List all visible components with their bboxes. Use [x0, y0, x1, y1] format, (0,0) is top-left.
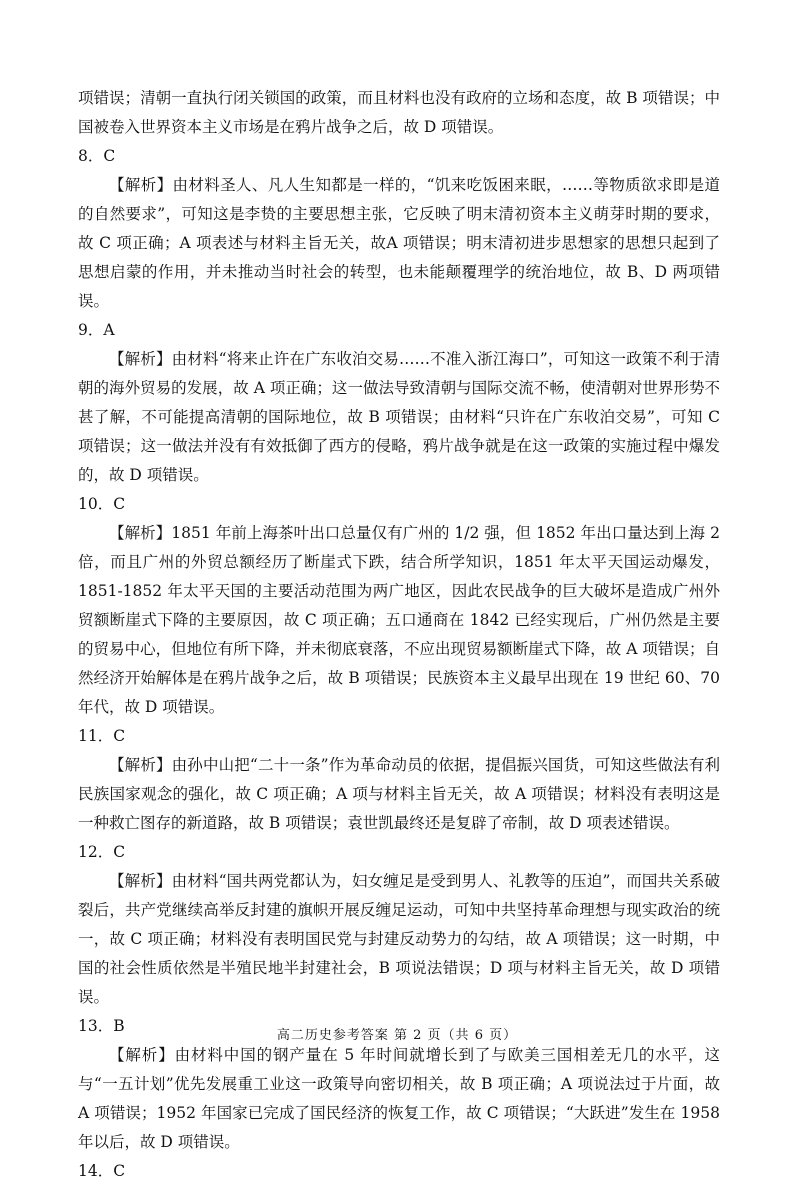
explanation-paragraph: 【解析】由材料“国共两党都认为，妇女缠足是受到男人、礼教等的压迫”，而国共关系破裂后，共产党继续高举反封建的旗帜开展反缠足运动，可知中共坚持革命理想与现实政治的统一，故 C 项正确；材料没有表明国民党与封建反动势力的勾结，故 A 项错误；这一时期，中国的社会性质依然是半殖民地半封建社会，B 项说法错误；D 项与材料主旨无关，故 D 项错误。 [78, 872, 720, 1006]
question-number: 9．A [78, 321, 115, 339]
question-number: 11．C [78, 727, 126, 745]
page-footer: 高二历史参考答案 第 2 页（共 6 页） [276, 1028, 518, 1043]
explanation-paragraph: 【解析】由材料中国的钢产量在 5 年时间就增长到了与欧美三国相差无几的水平，这与“一五计划”优先发展重工业这一政策导向密切相关，故 B 项正确；A 项说法过于片面，故 A 项错误；1952 年国家已完成了国民经济的恢复工作，故 C 项错误；“大跃进”发生在 1958 年以后，故 D 项错误。 [78, 1046, 720, 1151]
answer-content [78, 84, 720, 1186]
question-number: 8．C [78, 147, 116, 165]
explanation-paragraph: 【解析】由材料“将来止许在广东收泊交易……不准入浙江海口”，可知这一政策不利于清朝的海外贸易的发展，故 A 项正确；这一做法导致清朝与国际交流不畅，使清朝对世界形势不甚了解，不可能提高清朝的国际地位，故 B 项错误；由材料“只许在广东收泊交易”，可知 C 项错误；这一做法并没有有效抵御了西方的侵略，鸦片战争就是在这一政策的实施过程中爆发的，故 D 项错误。 [78, 350, 720, 484]
explanation-paragraph: 【解析】1851 年前上海茶叶出口总量仅有广州的 1/2 强，但 1852 年出口量达到上海 2 倍，而且广州的外贸总额经历了断崖式下跌，结合所学知识，1851 年太平天国运动爆发，1851-1852 年太平天国的主要活动范围为两广地区，因此农民战争的巨大破坏是造成广州外贸额断崖式下降的主要原因，故 C 项正确；五口通商在 1842 已经实现后，广州仍然是主要的贸易中心，但地位有所下降，并未彻底衰落，不应出现贸易额断崖式下降，故 A 项错误；自然经济开始解体是在鸦片战争之后，故 B 项错误；民族资本主义最早出现在 19 世纪 60、70 年代，故 D 项错误。 [78, 524, 720, 716]
question-number: 12．C [78, 843, 126, 861]
question-number: 10．C [78, 495, 126, 513]
question-number: 14．C [78, 1162, 126, 1180]
explanation-paragraph: 【解析】由材料圣人、凡人生知都是一样的，“饥来吃饭困来眠，……等物质欲求即是道的自然要求”，可知这是李贽的主要思想主张，它反映了明末清初资本主义萌芽时期的要求，故 C 项正确；A 项表述与材料主旨无关，故A 项错误；明末清初进步思想家的思想只起到了思想启蒙的作用，并未推动当时社会的转型，也未能颠覆理学的统治地位，故 B、D 两项错误。 [78, 176, 720, 310]
question-number: 13．B [78, 1017, 125, 1035]
explanation-paragraph: 项错误；清朝一直执行闭关锁国的政策，而且材料也没有政府的立场和态度，故 B 项错误；中国被卷入世界资本主义市场是在鸦片战争之后，故 D 项错误。 [78, 89, 720, 136]
explanation-paragraph: 【解析】由孙中山把“二十一条”作为革命动员的依据，提倡振兴国货，可知这些做法有利民族国家观念的强化，故 C 项正确；A 项与材料主旨无关，故 A 项错误；材料没有表明这是一种救亡图存的新道路，故 B 项错误；袁世凯最终还是复辟了帝制，故 D 项表述错误。 [78, 756, 720, 832]
